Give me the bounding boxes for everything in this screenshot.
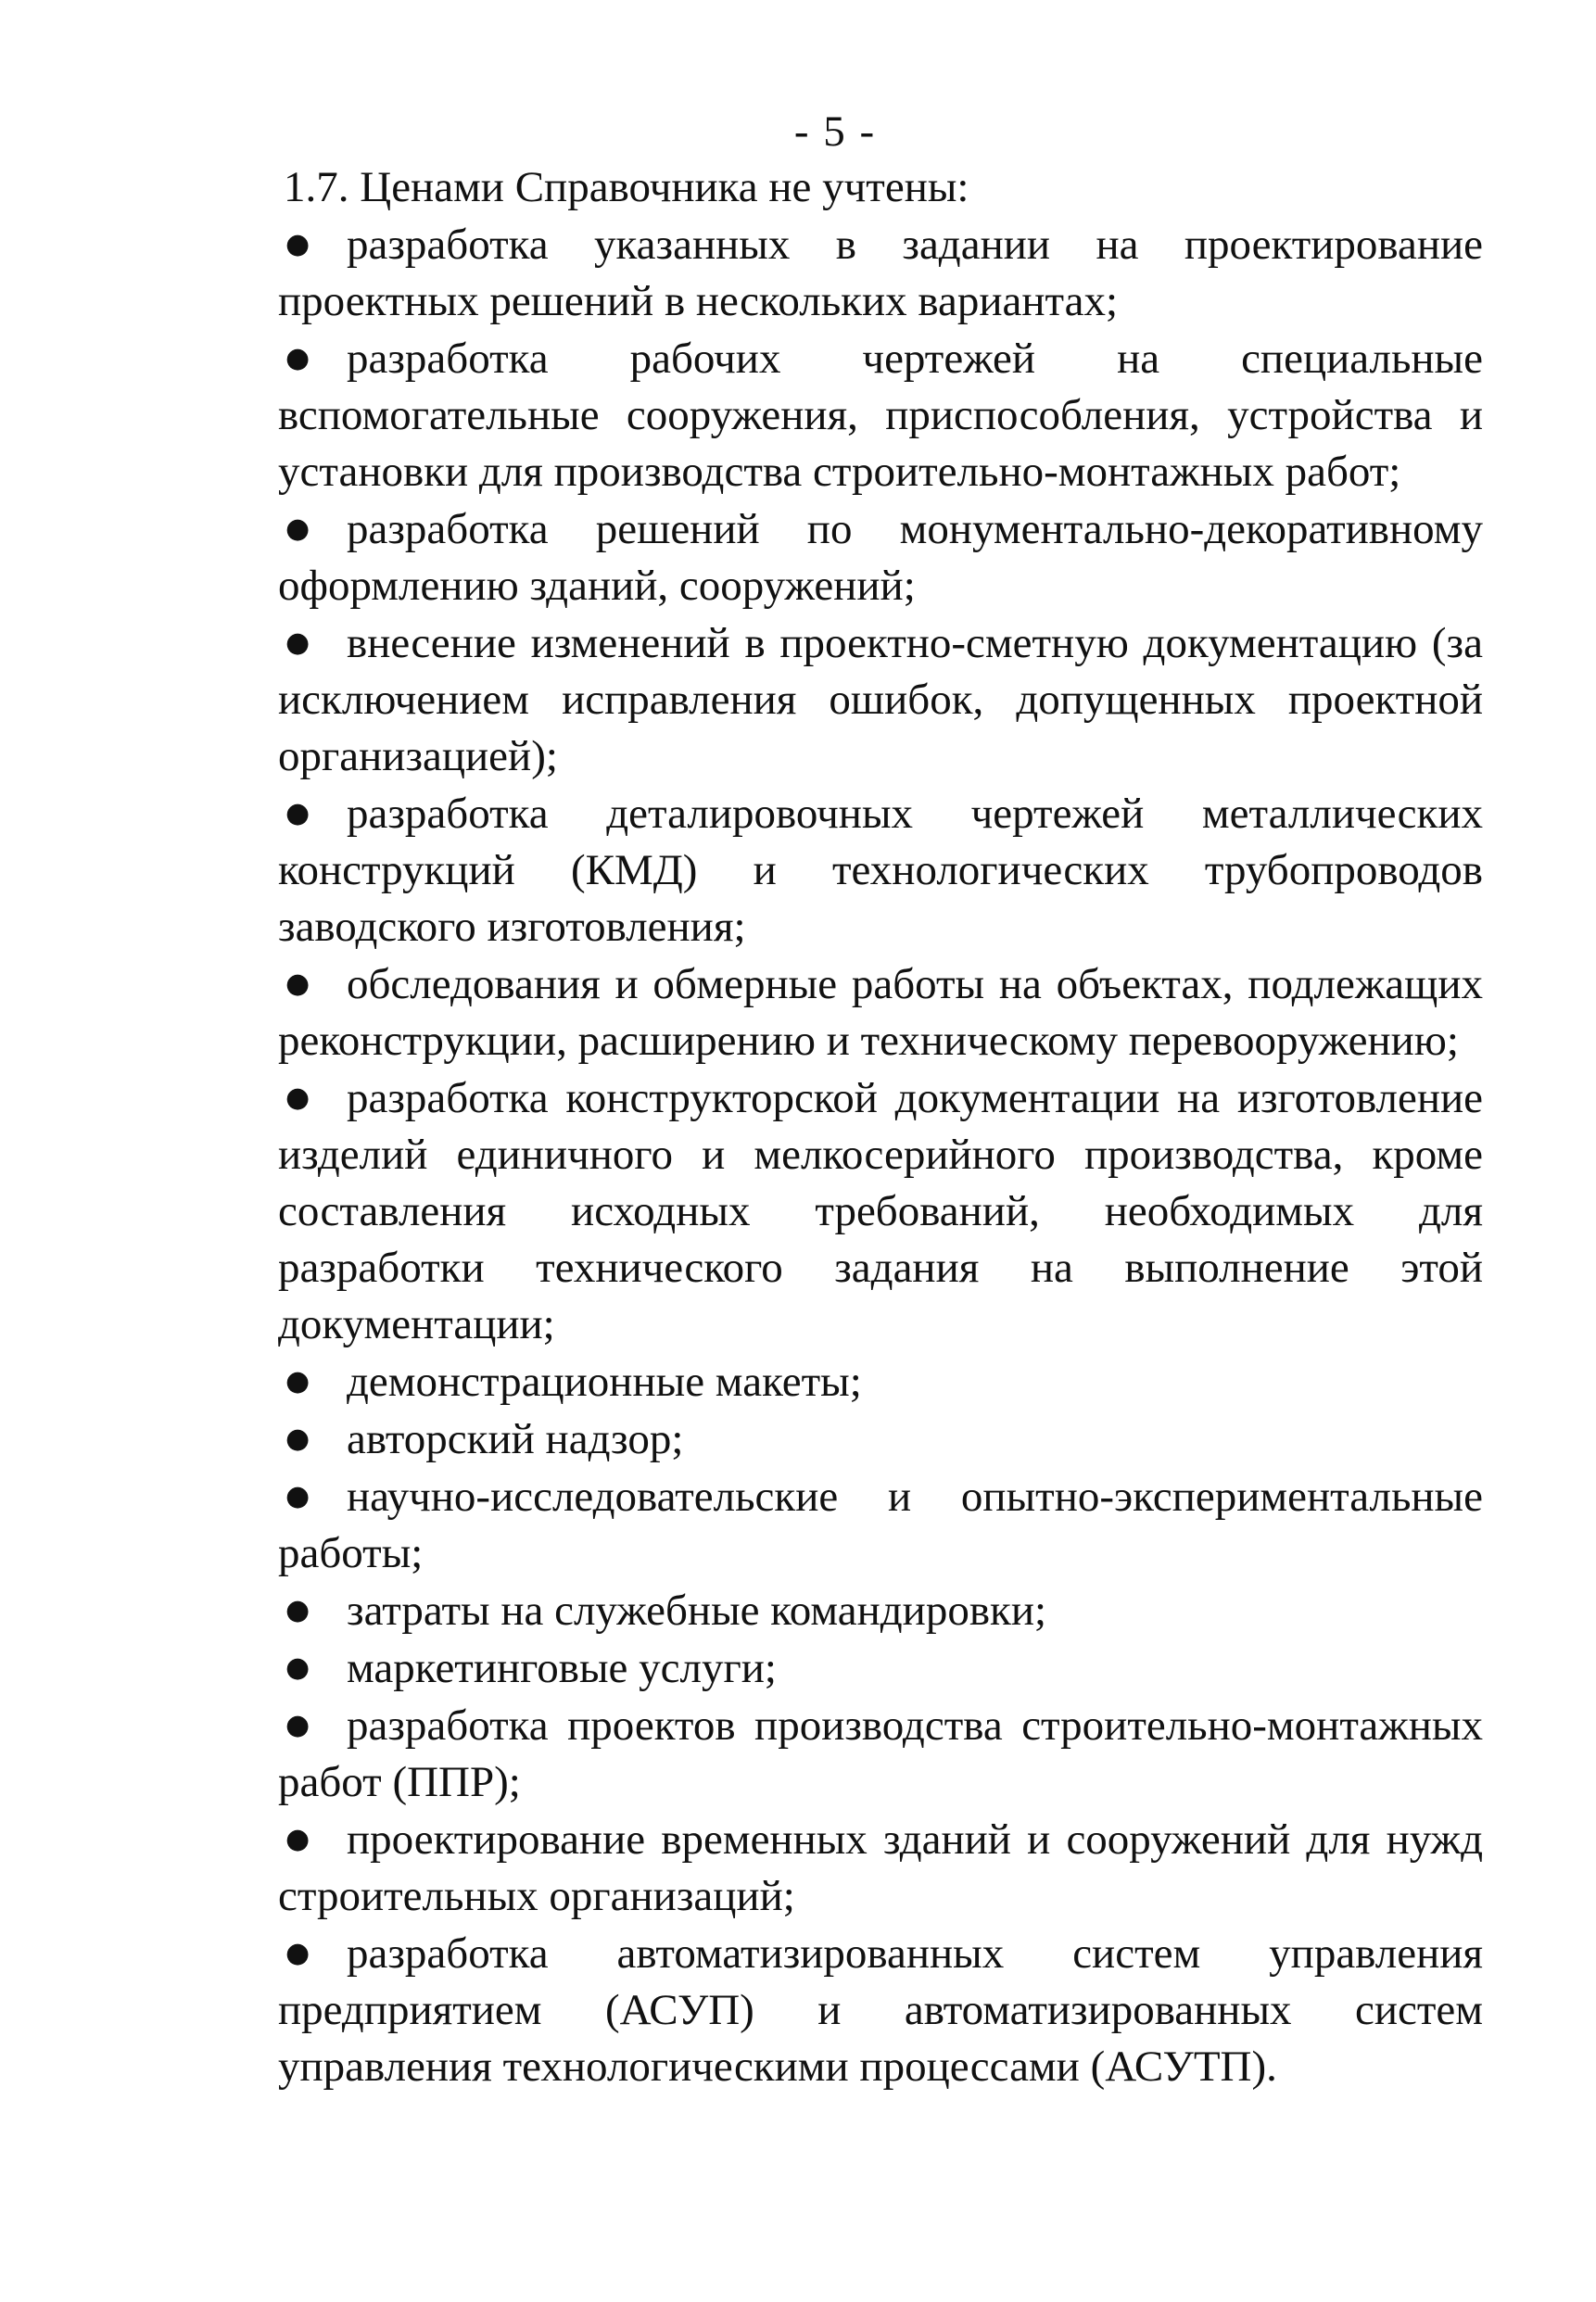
list-item-text: разработка рабочих чертежей на специальные вспомогательные сооружения, приспособления, устройства и установки для производства строительно-монтажных работ; xyxy=(278,335,1483,496)
section-heading: 1.7. Ценами Справочника не учтены: xyxy=(284,163,969,211)
list-item-text: маркетинговые услуги; xyxy=(347,1644,777,1692)
list-item xyxy=(278,1468,1483,1582)
list-item-text: демонстрационные макеты; xyxy=(347,1358,862,1406)
list-item-text: внесение изменений в проектно-сметную документацию (за исключением исправления ошибок, допущенных проектной организацией); xyxy=(278,619,1483,780)
list-item-text: обследования и обмерные работы на объектах, подлежащих реконструкции, расширению и техническому перевооружению; xyxy=(278,960,1483,1065)
list-item xyxy=(278,1925,1483,2095)
bullet-icon: ● xyxy=(285,1365,310,1398)
list-item xyxy=(278,1697,1483,1811)
bullet-icon: ● xyxy=(285,1651,310,1684)
bullet-icon: ● xyxy=(285,228,310,260)
bullet-icon: ● xyxy=(285,342,310,374)
list-item xyxy=(278,614,1483,785)
list-item xyxy=(278,785,1483,955)
list-item xyxy=(278,1069,1483,1353)
list-item xyxy=(278,955,1483,1069)
list-item xyxy=(278,216,1483,330)
bullet-icon: ● xyxy=(285,626,310,659)
list-item-text: затраты на служебные командировки; xyxy=(347,1587,1047,1635)
list-item-text: разработка проектов производства строительно-монтажных работ (ППР); xyxy=(278,1701,1483,1806)
bullet-icon: ● xyxy=(285,1709,310,1741)
list-item-text: авторский надзор; xyxy=(347,1415,684,1463)
bullet-icon: ● xyxy=(285,1081,310,1114)
bullet-icon: ● xyxy=(285,1480,310,1512)
list-item xyxy=(278,500,1483,614)
bullet-icon: ● xyxy=(285,1423,310,1455)
bullet-icon: ● xyxy=(285,1937,310,1969)
list-item-text: разработка автоматизированных систем управления предприятием (АСУП) и автоматизированных систем управления технологическими процессами (АСУТП). xyxy=(278,1929,1483,2091)
list-item-text: научно-исследовательские и опытно-экспериментальные работы; xyxy=(278,1473,1483,1577)
list-item xyxy=(278,330,1483,500)
bullet-icon: ● xyxy=(285,512,310,545)
list-item xyxy=(278,1582,1483,1639)
list-item-text: разработка решений по монументально-декоративному оформлению зданий, сооружений; xyxy=(278,505,1483,610)
list-item-text: проектирование временных зданий и сооружений для нужд строительных организаций; xyxy=(278,1815,1483,1920)
list-item xyxy=(278,1639,1483,1697)
bullet-icon: ● xyxy=(285,1823,310,1855)
list-item-text: разработка указанных в задании на проектирование проектных решений в нескольких вариантах; xyxy=(278,221,1483,325)
document-body xyxy=(278,159,1483,2095)
bullet-icon: ● xyxy=(285,968,310,1000)
list-item-text: разработка конструкторской документации на изготовление изделий единичного и мелкосерийного производства, кроме составления исходных требований, необходимых для разработки технического задания на выполнение этой документации; xyxy=(278,1074,1483,1348)
bullet-icon: ● xyxy=(285,1594,310,1626)
list-item xyxy=(278,1410,1483,1468)
page-number: - 5 - xyxy=(793,108,877,156)
list-item xyxy=(278,1353,1483,1410)
list-item-text: разработка деталировочных чертежей металлических конструкций (КМД) и технологических трубопроводов заводского изготовления; xyxy=(278,790,1483,951)
exclusions-list xyxy=(278,216,1483,2095)
bullet-icon: ● xyxy=(285,797,310,829)
list-item xyxy=(278,1811,1483,1925)
